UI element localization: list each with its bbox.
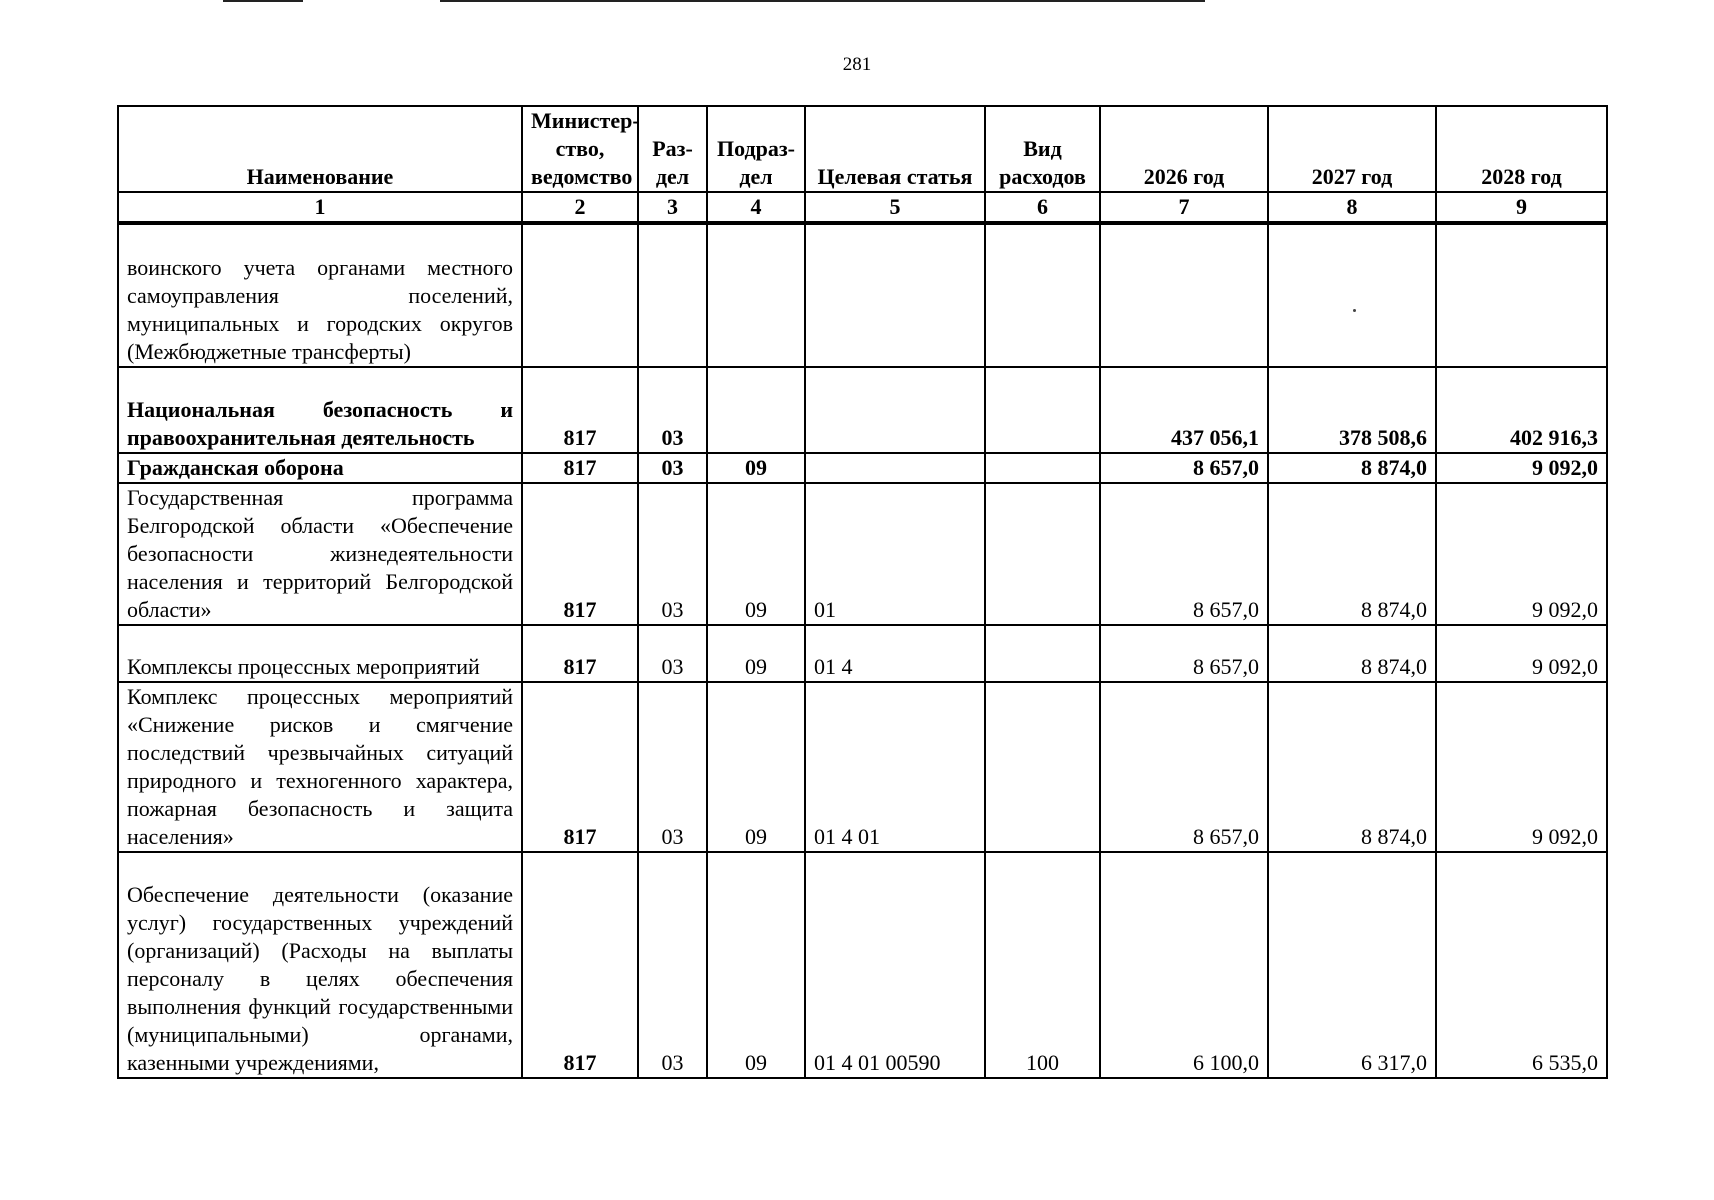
row-target: [805, 453, 985, 483]
table-row: [118, 625, 1607, 682]
column-number: 1: [118, 192, 522, 223]
row-target: [805, 223, 985, 367]
row-2027: [1268, 223, 1436, 367]
row-2028: 9 092,0: [1436, 483, 1607, 625]
row-subsection: 09: [707, 625, 805, 682]
row-target: 01 4 01: [805, 682, 985, 852]
row-2028: 9 092,0: [1436, 453, 1607, 483]
table-row: [118, 483, 1607, 625]
row-expense-type: [985, 625, 1100, 682]
column-number: 7: [1100, 192, 1268, 223]
row-2027: 8 874,0: [1268, 483, 1436, 625]
table-row: [118, 852, 1607, 1078]
table-row: [118, 223, 1607, 367]
row-target: 01 4: [805, 625, 985, 682]
row-2026: 8 657,0: [1100, 625, 1268, 682]
row-section: 03: [638, 453, 707, 483]
header-target: Целевая статья: [805, 106, 985, 192]
row-2027: 6 317,0: [1268, 852, 1436, 1078]
row-subsection: 09: [707, 852, 805, 1078]
column-number: 2: [522, 192, 638, 223]
row-2027: 8 874,0: [1268, 625, 1436, 682]
header-section: Раз-дел: [638, 106, 707, 192]
row-name: воинского учета органами местного самоуправления поселений, муниципальных и городских округов (Межбюджетные трансферты): [118, 223, 522, 367]
row-ministry: 817: [522, 483, 638, 625]
row-section: 03: [638, 625, 707, 682]
header-2027: 2027 год: [1268, 106, 1436, 192]
row-subsection: 09: [707, 682, 805, 852]
row-section: 03: [638, 682, 707, 852]
header-2028: 2028 год: [1436, 106, 1607, 192]
row-target: 01 4 01 00590: [805, 852, 985, 1078]
row-ministry: [522, 223, 638, 367]
header-ministry: Министер-ство, ведомство: [522, 106, 638, 192]
column-number: 4: [707, 192, 805, 223]
column-number: 6: [985, 192, 1100, 223]
header-expense-type: Вид расходов: [985, 106, 1100, 192]
top-rule-left: [223, 0, 303, 2]
row-section: 03: [638, 852, 707, 1078]
row-ministry: 817: [522, 367, 638, 453]
header-subsection: Подраз-дел: [707, 106, 805, 192]
row-name: Обеспечение деятельности (оказание услуг) государственных учреждений (организаций) (Расходы на выплаты персоналу в целях обеспечения выполнения функций государственными (муниципальными) органами, казенными учреждениями,: [118, 852, 522, 1078]
header-2026: 2026 год: [1100, 106, 1268, 192]
page-number: 281: [842, 54, 872, 75]
row-2027: 378 508,6: [1268, 367, 1436, 453]
column-number-row: [118, 192, 1607, 223]
row-name: Комплекс процессных мероприятий «Снижение рисков и смягчение последствий чрезвычайных ситуаций природного и техногенного характера, пожарная безопасность и защита населения»: [118, 682, 522, 852]
row-target: 01: [805, 483, 985, 625]
row-2028: [1436, 223, 1607, 367]
row-expense-type: [985, 223, 1100, 367]
row-expense-type: 100: [985, 852, 1100, 1078]
row-2028: 402 916,3: [1436, 367, 1607, 453]
row-2026: 8 657,0: [1100, 483, 1268, 625]
row-name: Гражданская оборона: [118, 453, 522, 483]
top-rule-right: [440, 0, 1205, 2]
row-section: 03: [638, 367, 707, 453]
column-number: 8: [1268, 192, 1436, 223]
table-row: [118, 367, 1607, 453]
table-row: [118, 453, 1607, 483]
row-expense-type: [985, 453, 1100, 483]
row-ministry: 817: [522, 682, 638, 852]
row-subsection: [707, 367, 805, 453]
row-2028: 6 535,0: [1436, 852, 1607, 1078]
row-subsection: 09: [707, 483, 805, 625]
row-2028: 9 092,0: [1436, 625, 1607, 682]
row-ministry: 817: [522, 852, 638, 1078]
row-name: Комплексы процессных мероприятий: [118, 625, 522, 682]
column-number: 3: [638, 192, 707, 223]
row-section: [638, 223, 707, 367]
row-expense-type: [985, 367, 1100, 453]
row-ministry: 817: [522, 453, 638, 483]
row-2026: 8 657,0: [1100, 682, 1268, 852]
header-row: [118, 106, 1607, 192]
header-name: Наименование: [118, 106, 522, 192]
row-2027: 8 874,0: [1268, 453, 1436, 483]
table-row: [118, 682, 1607, 852]
row-subsection: 09: [707, 453, 805, 483]
row-2026: 8 657,0: [1100, 453, 1268, 483]
row-name: Национальная безопасность и правоохранительная деятельность: [118, 367, 522, 453]
column-number: 9: [1436, 192, 1607, 223]
row-ministry: 817: [522, 625, 638, 682]
row-target: [805, 367, 985, 453]
row-2026: [1100, 223, 1268, 367]
row-2026: 6 100,0: [1100, 852, 1268, 1078]
row-section: 03: [638, 483, 707, 625]
row-2028: 9 092,0: [1436, 682, 1607, 852]
row-expense-type: [985, 483, 1100, 625]
column-number: 5: [805, 192, 985, 223]
budget-table: [117, 105, 1608, 1079]
row-2027: 8 874,0: [1268, 682, 1436, 852]
row-expense-type: [985, 682, 1100, 852]
row-2026: 437 056,1: [1100, 367, 1268, 453]
row-name: Государственная программа Белгородской области «Обеспечение безопасности жизнедеятельности населения и территорий Белгородской области»: [118, 483, 522, 625]
scan-speck: [1353, 309, 1356, 312]
row-subsection: [707, 223, 805, 367]
